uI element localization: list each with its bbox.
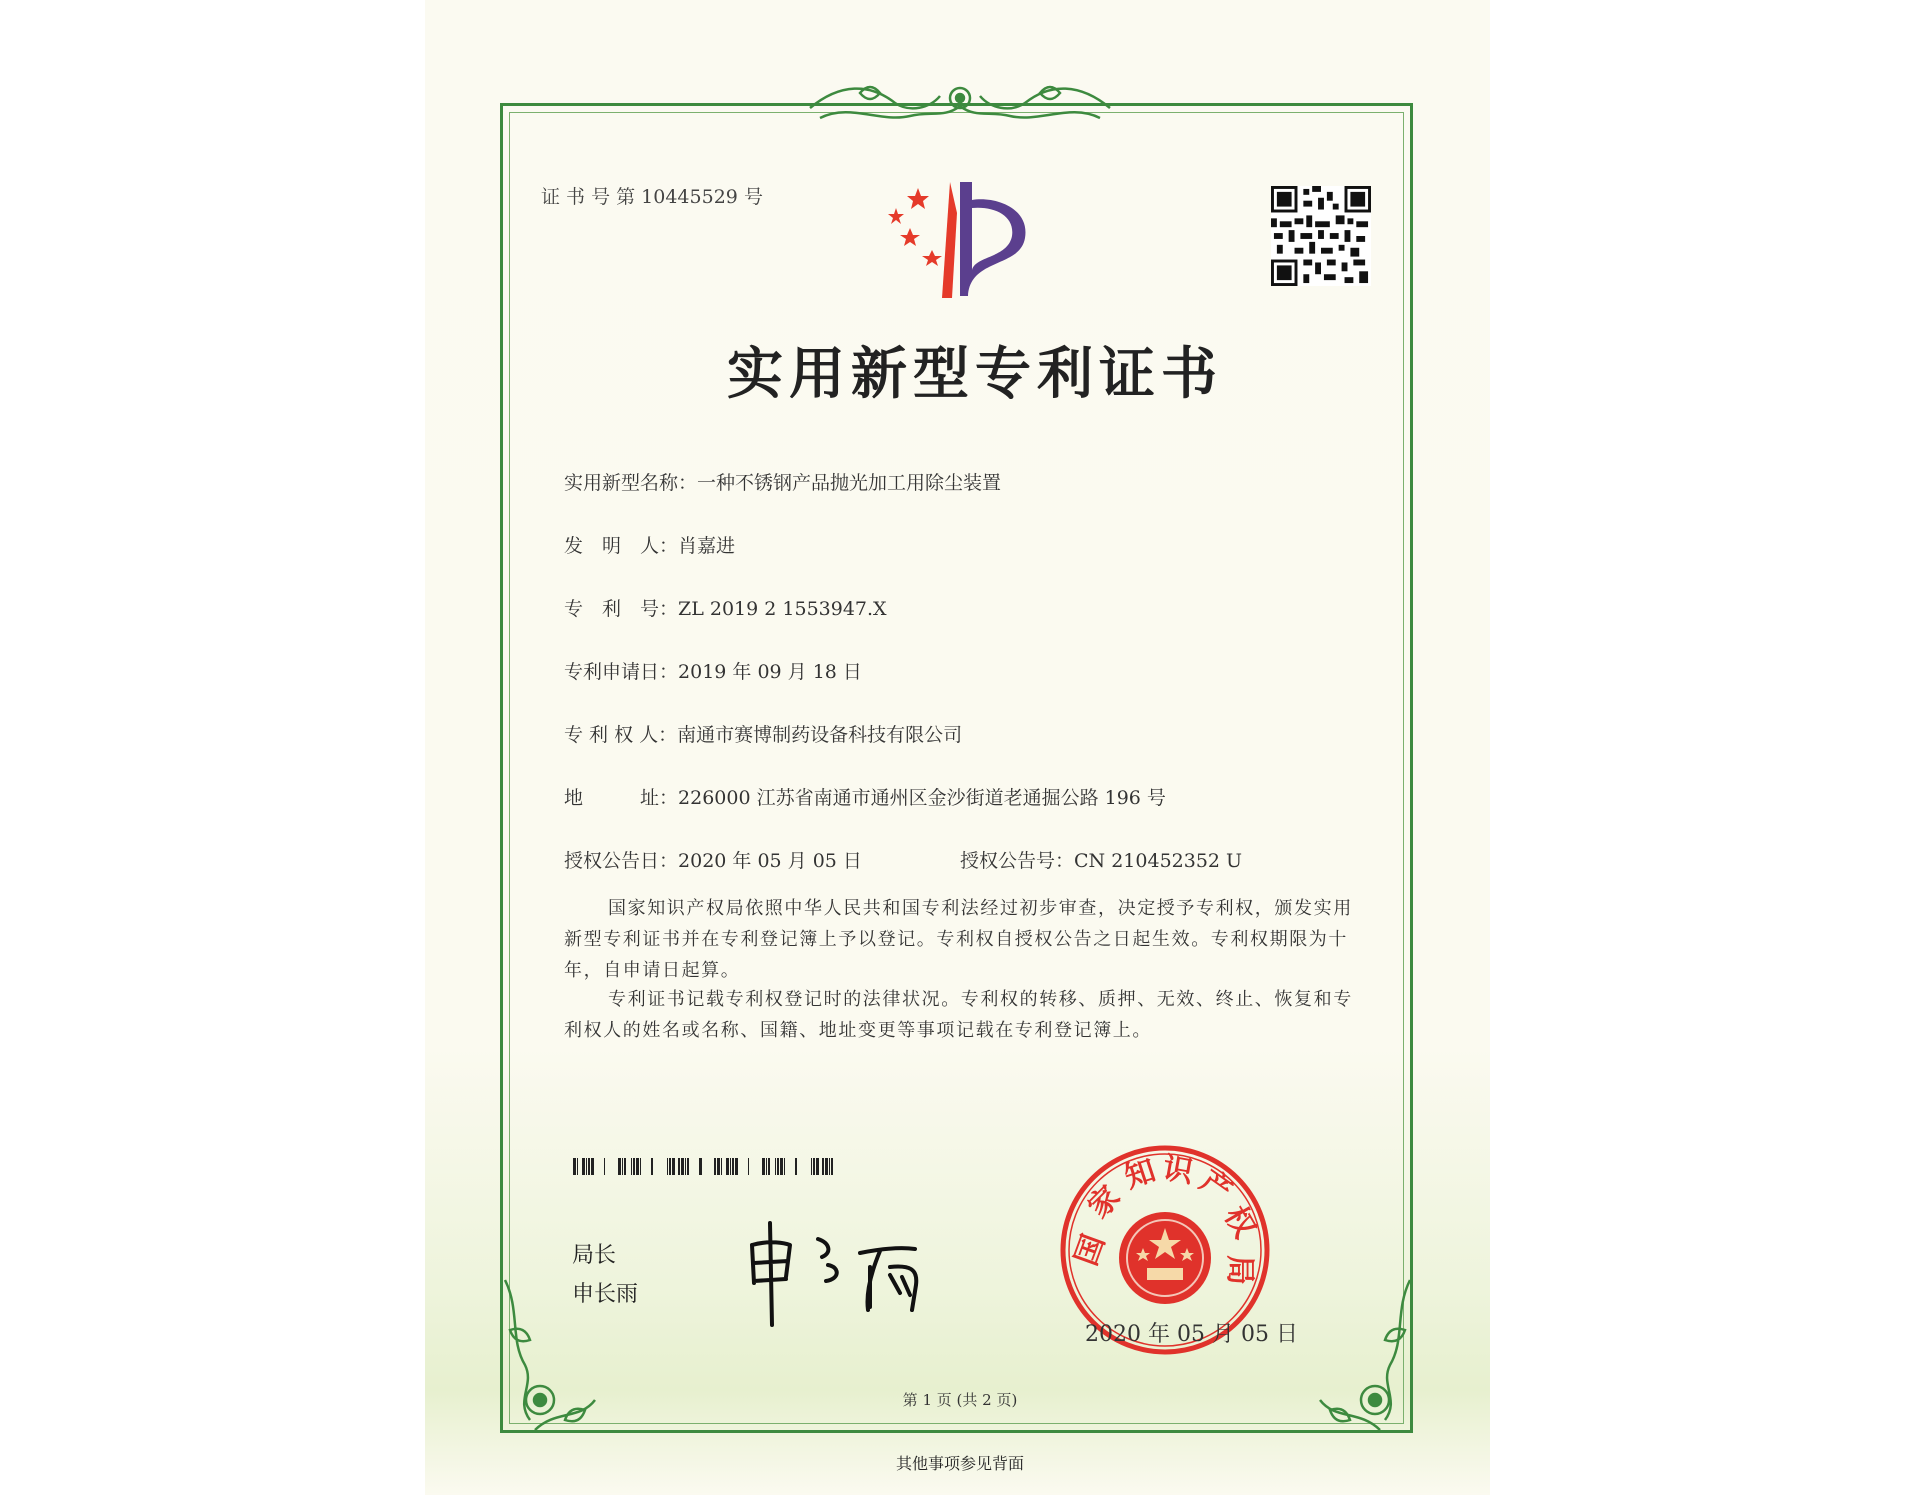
barcode-bar <box>777 1158 779 1175</box>
field-value: CN 210452352 U <box>1074 850 1243 872</box>
barcode-bar <box>591 1158 594 1175</box>
field-address <box>564 783 1166 810</box>
barcode-bar <box>717 1158 720 1175</box>
barcode-bar <box>732 1158 734 1175</box>
seal-char: 国 <box>1068 1230 1113 1271</box>
field-label: 专 利 号： <box>564 598 679 620</box>
field-grant-number <box>960 846 1242 873</box>
barcode-bar <box>633 1158 635 1175</box>
cnipa-logo <box>880 178 1040 300</box>
field-grant-date <box>564 846 862 873</box>
barcode-bar <box>748 1158 749 1175</box>
qr-code <box>1270 186 1372 286</box>
bottom-right-ornament <box>1300 1270 1420 1440</box>
seal-date: 2020 年 05 月 05 日 <box>1085 1322 1298 1347</box>
field-inventor <box>564 531 735 558</box>
handwritten-signature <box>740 1215 970 1330</box>
barcode-bar <box>586 1158 587 1175</box>
field-value: ZL 2019 2 1553947.X <box>678 598 887 620</box>
barcode-bar <box>577 1158 578 1175</box>
barcode-bar <box>672 1158 675 1175</box>
barcode-bar <box>795 1158 797 1175</box>
field-value: 一种不锈钢产品抛光加工用除尘装置 <box>697 472 1002 494</box>
body-paragraph-2: 专利证书记载专利权登记时的法律状况。专利权的转移、质押、无效、终止、恢复和专利权人的姓名或名称、国籍、地址变更等事项记载在专利登记簿上。 <box>564 989 1353 1041</box>
barcode-bar <box>640 1158 641 1175</box>
barcode-bar <box>768 1158 770 1175</box>
barcode-bar <box>588 1158 590 1175</box>
top-ornament <box>800 78 1120 132</box>
barcode-bar <box>604 1158 605 1175</box>
field-value: 226000 江苏省南通市通州区金沙街道老通掘公路 196 号 <box>678 787 1166 809</box>
certificate-number-label: 证 书 号 第 <box>541 186 636 208</box>
barcode-bar <box>618 1158 621 1175</box>
barcode-bar <box>699 1158 702 1175</box>
barcode-bar <box>685 1158 686 1175</box>
certificate-number <box>541 182 763 209</box>
barcode-bar <box>667 1158 668 1175</box>
barcode-bar <box>775 1158 776 1175</box>
director-title: 局长 <box>572 1243 617 1268</box>
barcode-bar <box>822 1158 824 1175</box>
barcode-bar <box>780 1158 783 1175</box>
field-label: 授权公告日： <box>564 850 679 872</box>
barcode-bar <box>825 1158 828 1175</box>
certificate-number-suffix: 号 <box>743 186 763 208</box>
barcode-bar <box>669 1158 671 1175</box>
field-label: 专 利 权 人： <box>564 724 678 746</box>
barcode-bar <box>735 1158 738 1175</box>
seal-char: 识 <box>1160 1150 1196 1191</box>
director-name: 申长雨 <box>572 1282 639 1307</box>
barcode-bar <box>829 1158 830 1175</box>
barcode <box>573 1158 835 1175</box>
page-number: 第 1 页 (共 2 页) <box>902 1391 1018 1409</box>
barcode-bar <box>730 1158 731 1175</box>
barcode-bar <box>721 1158 722 1175</box>
barcode-bar <box>651 1158 653 1175</box>
back-note: 其他事项参见背面 <box>895 1454 1024 1473</box>
field-label: 发 明 人： <box>564 535 679 557</box>
field-utility-model-name <box>564 468 1001 495</box>
barcode-bar <box>678 1158 680 1175</box>
seal-char: 知 <box>1120 1153 1160 1196</box>
barcode-bar <box>813 1158 815 1175</box>
barcode-bar <box>766 1158 767 1175</box>
field-value: 肖嘉进 <box>678 535 736 557</box>
field-patent-number <box>564 594 887 621</box>
field-label: 授权公告号： <box>960 850 1075 872</box>
barcode-bar <box>681 1158 684 1175</box>
barcode-bar <box>784 1158 785 1175</box>
field-filing-date <box>564 657 862 684</box>
field-patentee <box>564 720 962 747</box>
seal-char: 权 <box>1216 1200 1263 1244</box>
barcode-bar <box>687 1158 689 1175</box>
barcode-bar <box>624 1158 626 1175</box>
barcode-bar <box>636 1158 639 1175</box>
field-label: 专利申请日： <box>564 661 679 683</box>
seal-char: 产 <box>1193 1163 1239 1210</box>
barcode-bar <box>631 1158 632 1175</box>
field-value: 南通市赛博制药设备科技有限公司 <box>677 724 963 746</box>
certificate-title: 实用新型专利证书 <box>727 341 1223 407</box>
field-value: 2019 年 09 月 18 日 <box>678 661 862 683</box>
barcode-bar <box>622 1158 623 1175</box>
certificate-number-value: 10445529 <box>641 186 738 208</box>
field-value: 2020 年 05 月 05 日 <box>678 850 862 872</box>
barcode-bar <box>811 1158 812 1175</box>
barcode-bar <box>573 1158 576 1175</box>
seal-char: 家 <box>1081 1179 1128 1226</box>
barcode-bar <box>714 1158 716 1175</box>
barcode-bar <box>726 1158 729 1175</box>
field-label: 实用新型名称： <box>564 472 698 494</box>
body-paragraph-1: 国家知识产权局依照中华人民共和国专利法经过初步审查，决定授予专利权，颁发实用新型专利证书并在专利登记簿上予以登记。专利权自授权公告之日起生效。专利权期限为十年，自申请日起算。 <box>564 898 1353 981</box>
barcode-bar <box>762 1158 765 1175</box>
barcode-bar <box>831 1158 833 1175</box>
seal-char: 局 <box>1222 1255 1257 1285</box>
barcode-bar <box>582 1158 585 1175</box>
field-label: 地 址： <box>564 787 679 809</box>
barcode-bar <box>816 1158 819 1175</box>
